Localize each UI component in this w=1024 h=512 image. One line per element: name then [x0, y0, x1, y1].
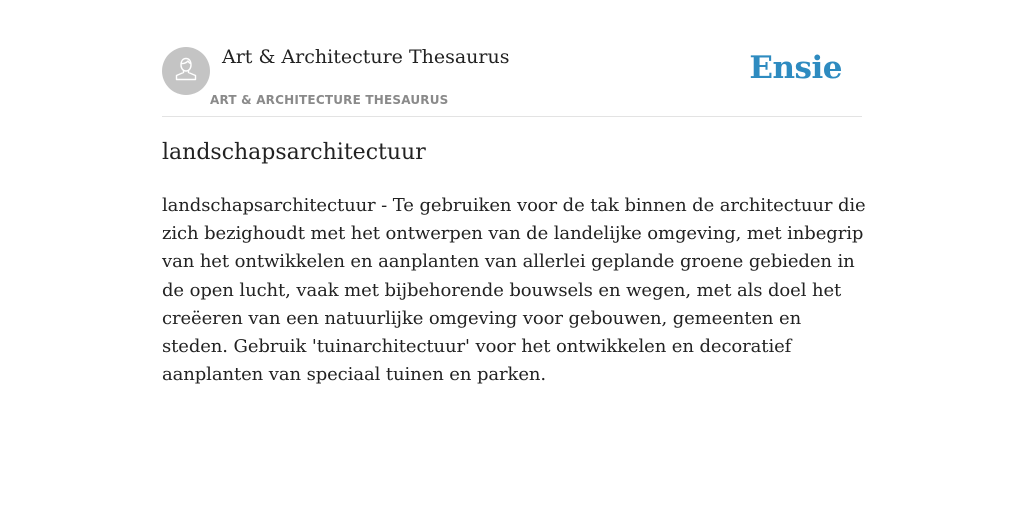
page-container: [162, 0, 866, 386]
brand-logo[interactable]: Ensie: [749, 50, 842, 86]
entry-term: landschapsarchitectuur: [162, 140, 426, 165]
source-title[interactable]: Art & Architecture Thesaurus: [222, 46, 510, 68]
source-avatar[interactable]: [162, 47, 210, 95]
user-icon: [171, 54, 201, 88]
entry-header: [162, 0, 862, 117]
entry-definition: landschapsarchitectuur - Te gebruiken voor de tak binnen de architectuur die zich bezighoudt met het ontwerpen van de landelijke omgeving, met inbegrip van het ontwikkelen en aanplanten van allerlei geplande groene gebieden in de open lucht, vaak met bijbehorende bouwsels en wegen, met als doel het creëeren van een natuurlijke omgeving voor gebouwen, gemeenten en steden. Gebruik 'tuinarchitectuur' voor het ontwikkelen en decoratief aanplanten van speciaal tuinen en parken.: [162, 195, 866, 386]
source-subtitle[interactable]: ART & ARCHITECTURE THESAURUS: [210, 93, 449, 107]
